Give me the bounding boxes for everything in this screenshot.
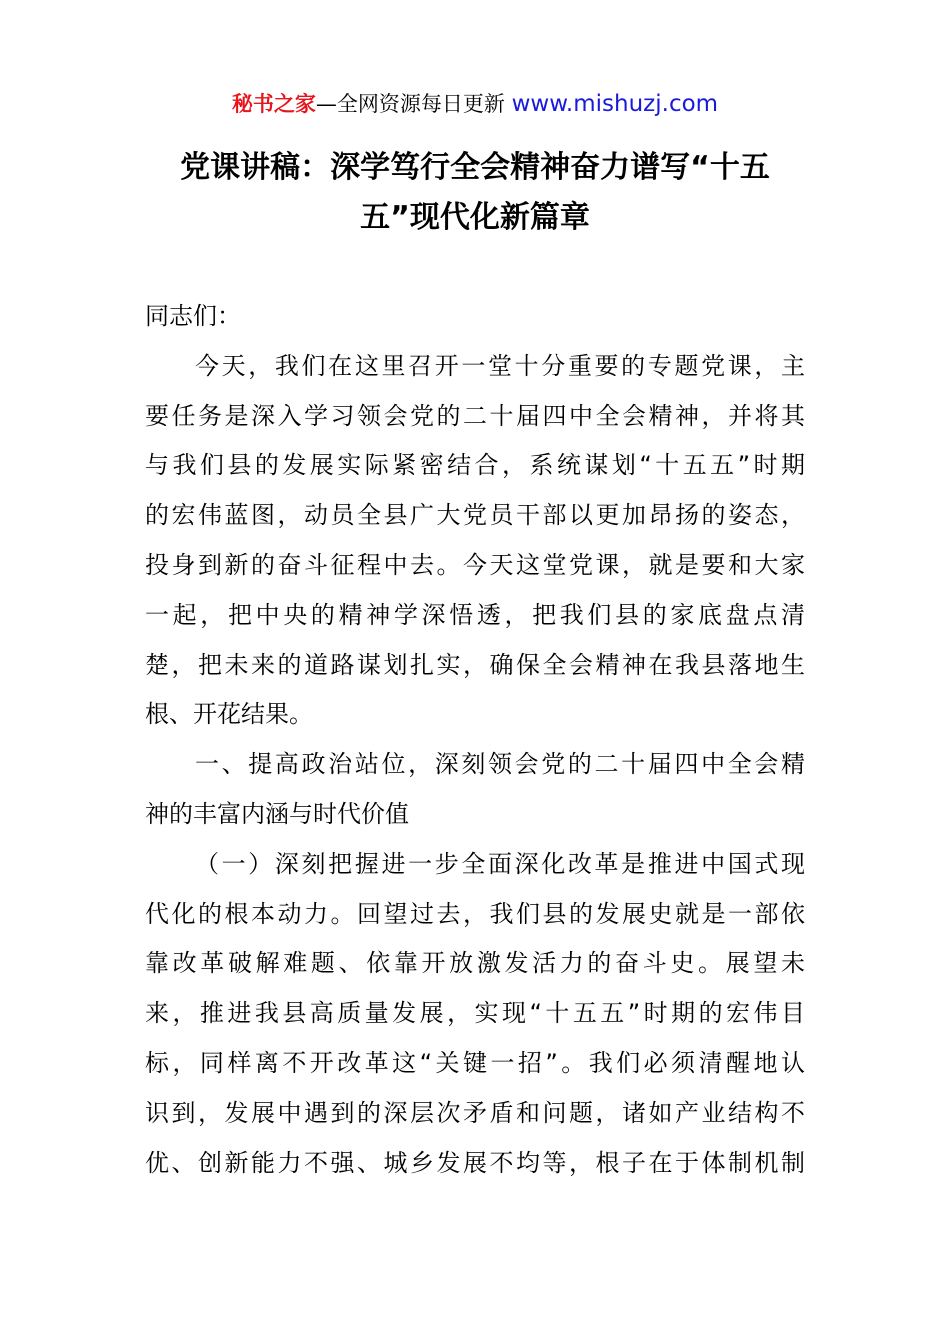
text-line: （一）深刻把握进一步全面深化改革是推进中国式现	[195, 849, 805, 878]
text-line: 标，同样离不开改革这“关键一招”。我们必须清醒地认	[145, 1048, 805, 1077]
text-line: 靠改革破解难题、依靠开放激发活力的奋斗史。展望未	[145, 949, 805, 978]
site-url-link[interactable]: www.mishuzj.com	[511, 91, 719, 117]
document-body	[145, 292, 805, 1188]
text-line: 根、开花结果。	[145, 700, 313, 729]
text-line: 要任务是深入学习领会党的二十届四中全会精神，并将其	[145, 401, 805, 430]
text-line: 与我们县的发展实际紧密结合，系统谋划“十五五”时期	[145, 451, 805, 480]
text-line: 来，推进我县高质量发展，实现“十五五”时期的宏伟目	[145, 999, 805, 1028]
text-line: 代化的根本动力。回望过去，我们县的发展史就是一部依	[145, 899, 805, 928]
title-line-1: 党课讲稿：深学笃行全会精神奋力谱写“十五	[180, 150, 770, 185]
text-line: 今天，我们在这里召开一堂十分重要的专题党课，主	[195, 351, 805, 380]
salutation: 同志们：	[145, 302, 241, 330]
text-line: 优、创新能力不强、城乡发展不均等，根子在于体制机制	[145, 1148, 805, 1177]
title-line-2: 五”现代化新篇章	[360, 200, 590, 235]
text-line: 识到，发展中遇到的深层次矛盾和问题，诸如产业结构不	[145, 1098, 805, 1127]
header-tagline: —全网资源每日更新	[315, 92, 512, 116]
text-line: 投身到新的奋斗征程中去。今天这堂党课，就是要和大家	[145, 550, 805, 579]
section-heading-line: 神的丰富内涵与时代价值	[145, 799, 409, 828]
section-heading-line: 一、提高政治站位，深刻领会党的二十届四中全会精	[195, 750, 805, 779]
text-line: 一起，把中央的精神学深悟透，把我们县的家底盘点清	[145, 600, 805, 629]
site-header	[0, 88, 950, 120]
brand-name: 秘书之家	[231, 92, 316, 116]
document-title	[140, 143, 810, 243]
text-line: 楚，把未来的道路谋划扎实，确保全会精神在我县落地生	[145, 650, 805, 679]
text-line: 的宏伟蓝图，动员全县广大党员干部以更加昂扬的姿态，	[145, 501, 805, 530]
